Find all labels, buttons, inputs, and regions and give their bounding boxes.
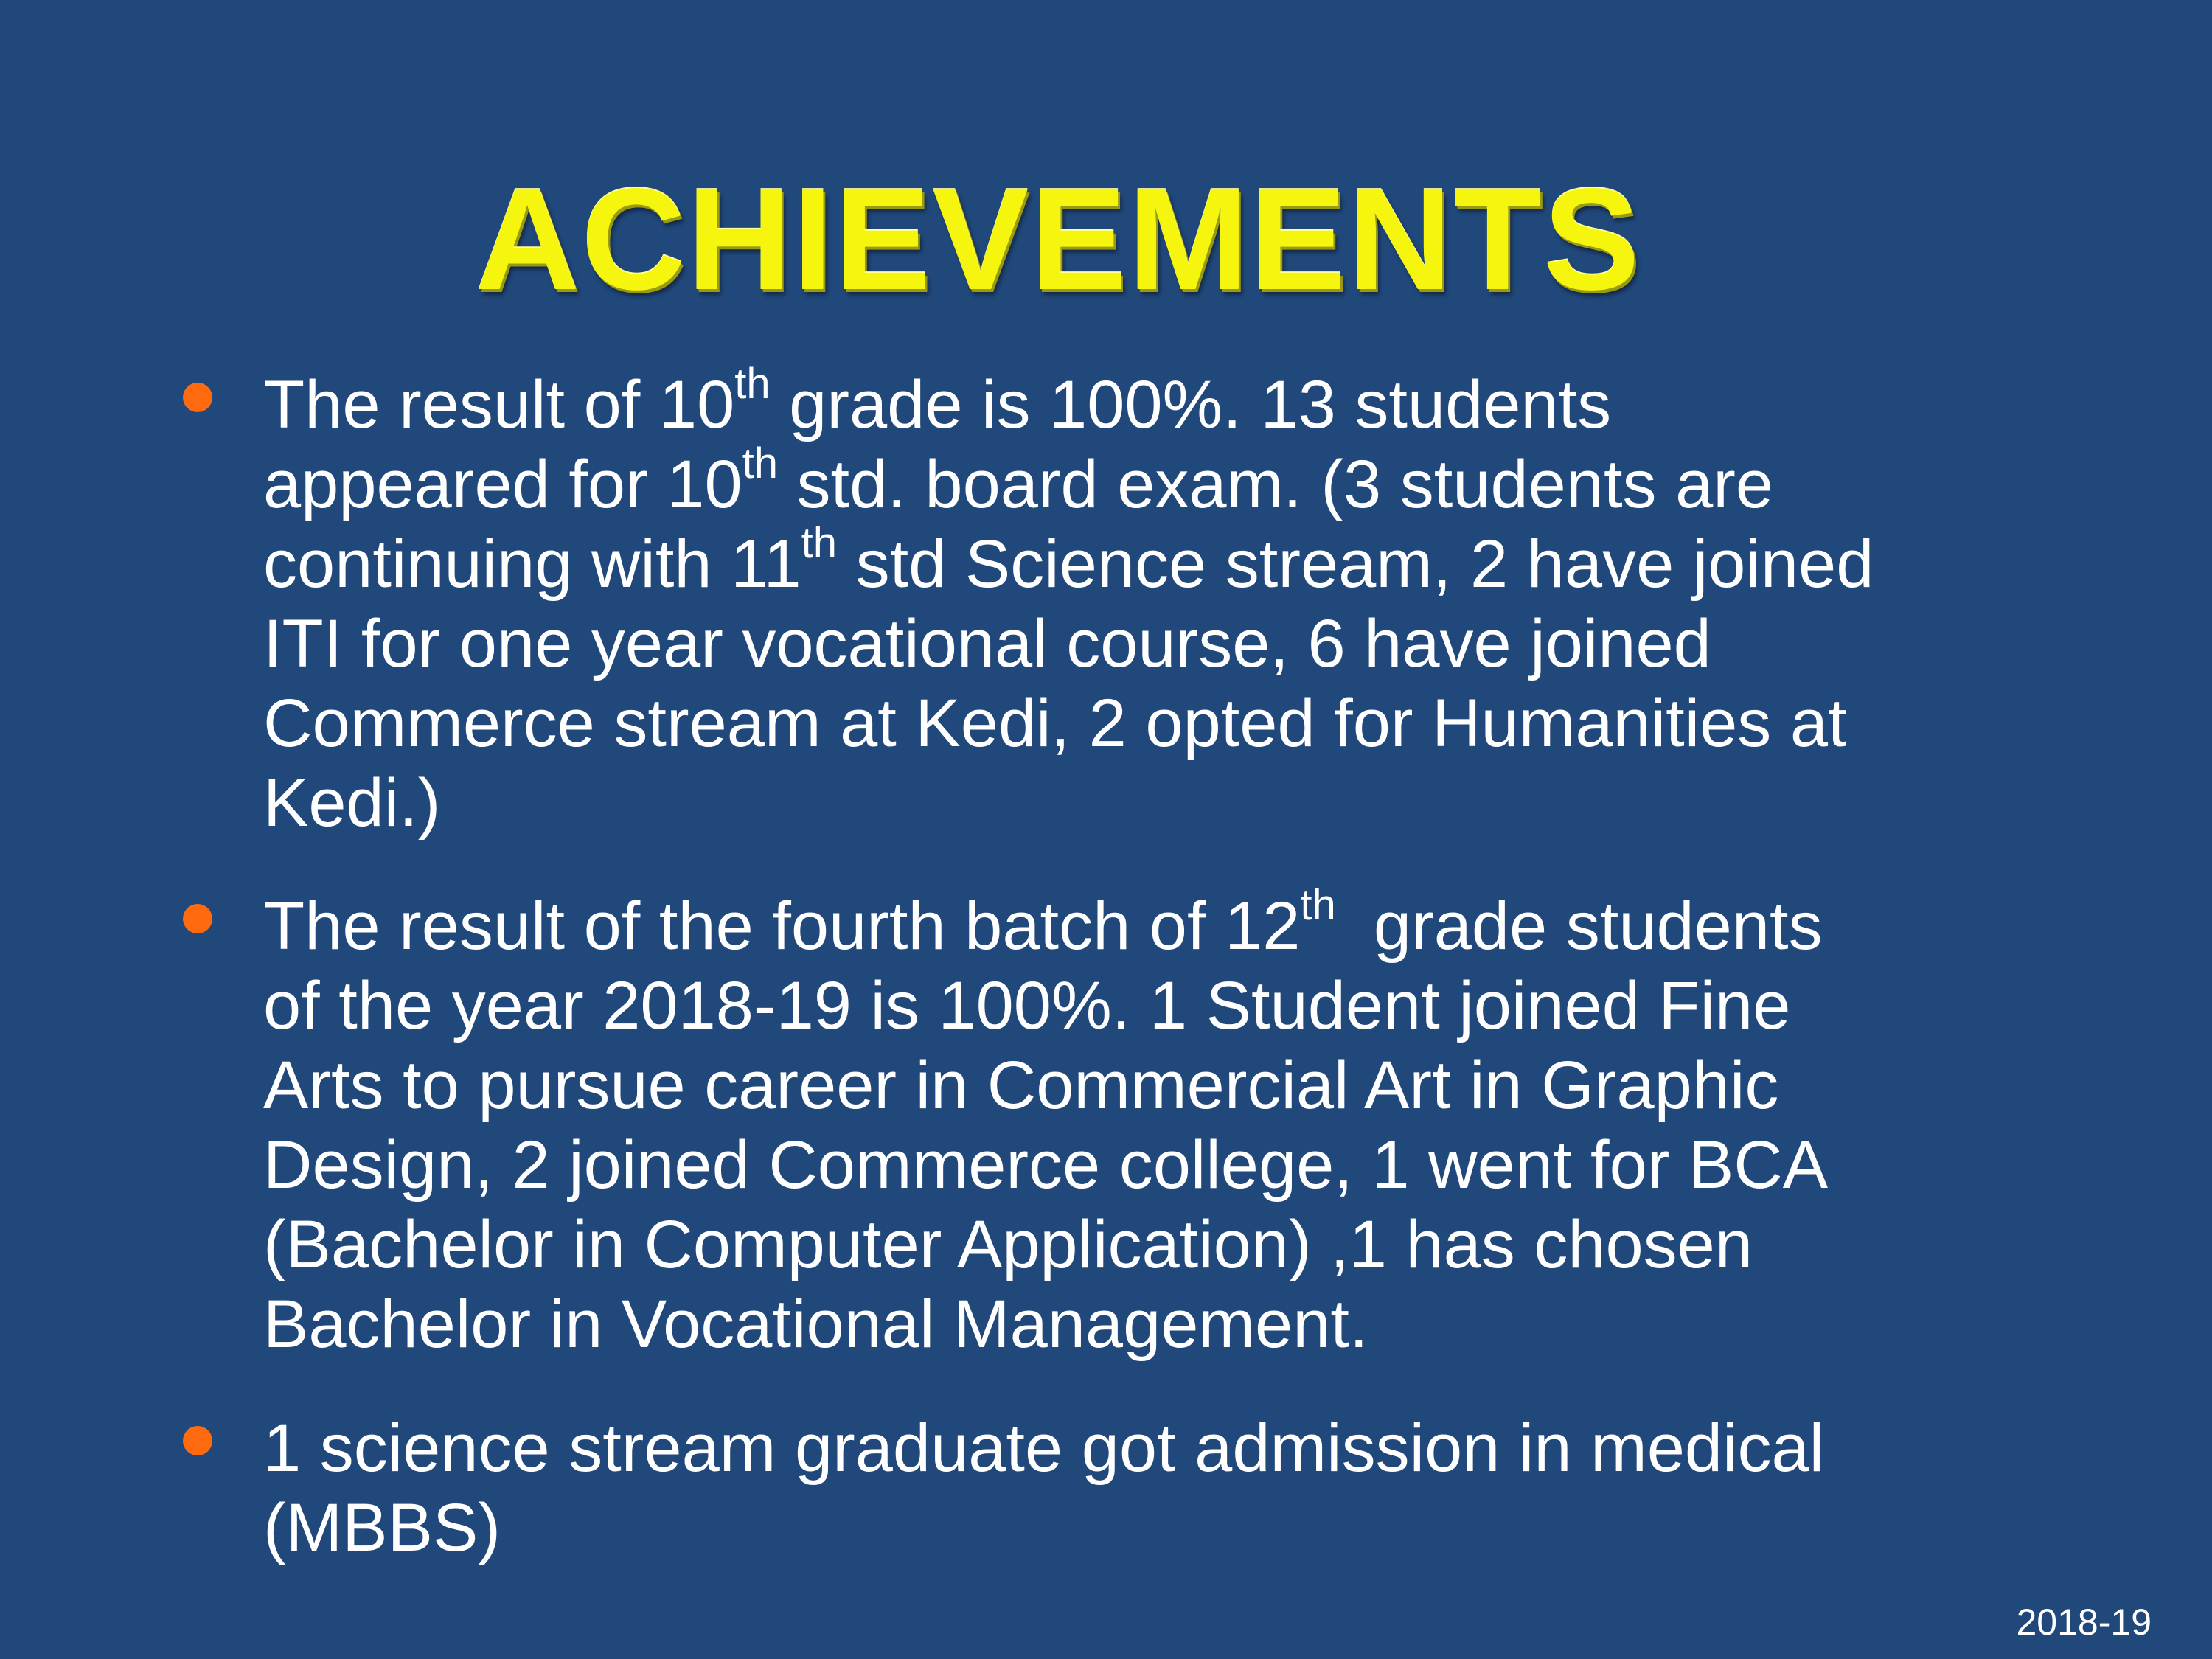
slide-footer-year: 2018-19	[2016, 1601, 2152, 1643]
bullet-line: of the year 2018-19 is 100%. 1 Student joined Fine	[263, 968, 1791, 1043]
bullet-item-12th-results	[263, 881, 2048, 1364]
bullet-line: 1 science stream graduate got admission in medical	[263, 1411, 1825, 1486]
bullet-line: Bachelor in Vocational Management.	[263, 1287, 1368, 1362]
bullet-line: continuing with 11th std Science stream, 2 have joined	[263, 519, 1874, 602]
bullet-dot-icon	[183, 904, 212, 933]
bullet-line: The result of 10th grade is 100%. 13 students	[263, 360, 1612, 442]
bullet-line: (Bachelor in Computer Application) ,1 has chosen	[263, 1207, 1753, 1282]
bullet-line: ITI for one year vocational course, 6 have joined	[263, 606, 1711, 681]
bullet-item-medical-admission	[263, 1408, 2048, 1568]
bullet-line: Design, 2 joined Commerce college, 1 went for BCA	[263, 1127, 1829, 1203]
bullet-line: Kedi.)	[263, 765, 441, 841]
bullet-item-10th-results	[263, 360, 2048, 843]
bullet-dot-icon	[183, 1426, 212, 1455]
bullet-line: Commerce stream at Kedi, 2 opted for Humanities at	[263, 686, 1847, 761]
bullet-line: appeared for 10th std. board exam. (3 students are	[263, 439, 1774, 522]
bullet-line: The result of the fourth batch of 12th grade students	[263, 881, 1823, 964]
bullet-dot-icon	[183, 383, 212, 412]
bullet-line: (MBBS)	[263, 1490, 501, 1565]
bullet-line: Arts to pursue career in Commercial Art in Graphic	[263, 1048, 1779, 1123]
slide-title: ACHIEVEMENTS	[475, 159, 1641, 320]
